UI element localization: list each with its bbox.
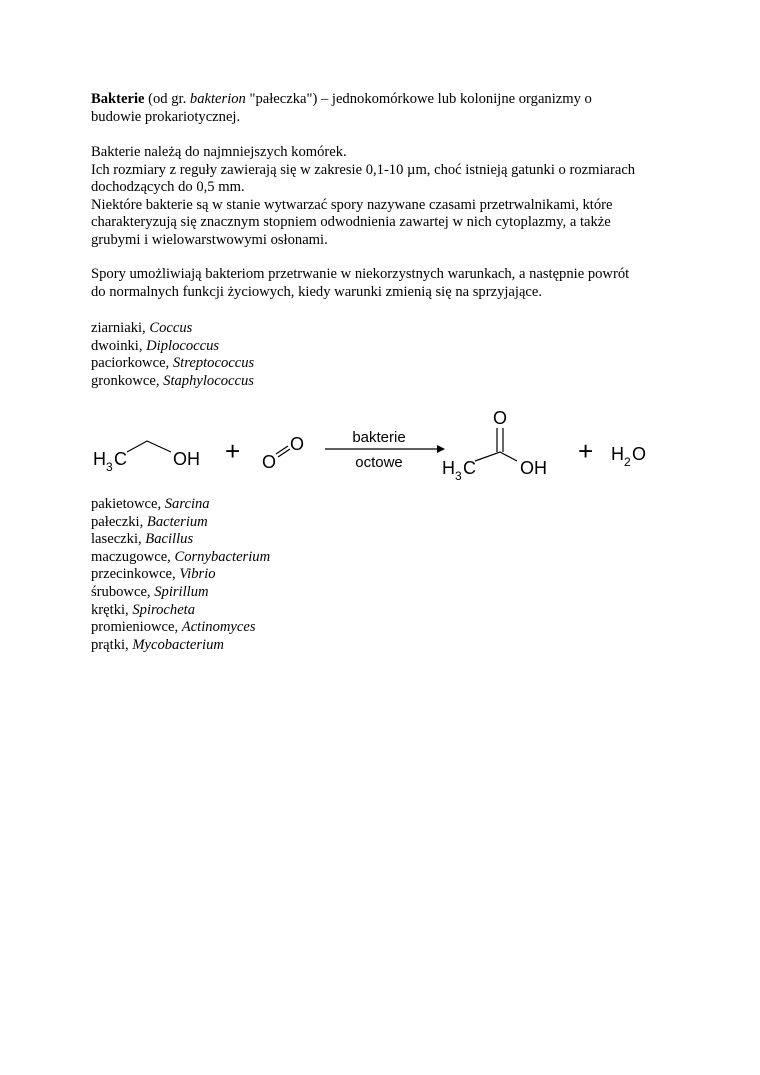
reaction-equation [85,402,665,492]
form-name: krętki, [91,601,133,618]
form-latin-name: Diplococcus [146,337,220,354]
arrow-label-top: bakterie [352,429,406,446]
ethanol-subscript: 3 [106,460,113,474]
list-item [91,531,691,549]
list-item [91,619,691,637]
form-name: promieniowce, [91,619,182,636]
acid-oh: OH [520,458,547,478]
intro-paren: (od gr. [144,91,190,107]
ethanol-formula [93,441,200,474]
ethanol-bonds [127,441,171,452]
bacteria-forms-list-1 [91,320,691,390]
double-bond [276,446,288,454]
form-name: przecinkowce, [91,566,180,583]
form-latin-name: Sarcina [164,496,210,512]
intro-line-2: budowie prokariotycznej. [91,108,241,125]
arrow-label-bottom: octowe [355,454,403,471]
spores-line: Spory umożliwiają bakteriom przetrwanie w niekorzystnych warunkach, a następnie powrót [91,266,630,282]
list-item [91,549,691,567]
list-item [91,320,691,338]
arrow-head [437,445,445,453]
form-latin-name: Bacterium [146,513,208,530]
form-name: dwoinki, [91,337,147,354]
water-subscript: 2 [624,455,631,469]
form-latin-name: Streptococcus [172,355,255,372]
form-name: laseczki, [91,531,146,548]
water-o: O [632,444,647,464]
bacteria-forms-list-2 [91,496,691,654]
list-item [91,637,691,655]
ethanol-oh: OH [173,449,200,469]
size-line: charakteryzują się znacznym stopniem odwodnienia zawartej w nich cytoplazmy, a także [91,214,611,231]
size-line: dochodzących do 0,5 mm. [91,179,245,196]
form-latin-name: Staphylococcus [163,372,254,389]
form-latin-name: Actinomyces [181,619,256,636]
water-formula [611,444,646,469]
intro-line-1 [91,91,691,109]
form-name: gronkowce, [91,372,164,389]
acid-subscript: 3 [455,469,462,483]
intro-paragraph [91,91,691,126]
form-name: maczugowce, [91,548,175,565]
acid-bonds [475,452,517,461]
size-paragraph [91,144,691,250]
list-item [91,514,691,532]
ethanol-h: H [93,449,106,469]
form-name: pakietowce, [91,496,165,512]
oxygen-formula [262,434,304,472]
form-latin-name: Mycobacterium [132,636,224,653]
double-bond [278,449,290,457]
water-h: H [611,444,624,464]
list-item [91,602,691,620]
intro-rest: "pałeczka") – jednokomórkowe lub kolonijne organizmy o [245,91,592,107]
form-name: paciorkowce, [91,355,173,372]
acid-h: H [442,458,455,478]
form-latin-name: Cornybacterium [174,548,271,565]
form-latin-name: Vibrio [179,566,216,583]
form-name: pałeczki, [91,513,147,530]
list-item [91,373,691,391]
size-line: Ich rozmiary z reguły zawierają się w zakresie 0,1-10 µm, choć istnieją gatunki o rozmiarach [91,161,636,178]
form-latin-name: Spirocheta [132,601,196,618]
oxygen-atom: O [290,434,305,454]
plus-sign: + [578,436,594,466]
intro-term: Bakterie [91,91,145,107]
list-item [91,584,691,602]
form-name: ziarniaki, [91,320,150,336]
spores-line: do normalnych funkcji życiowych, kiedy warunki zmienią się na sprzyjające. [91,283,543,300]
reaction-arrow [325,429,445,471]
list-item [91,338,691,356]
list-item [91,566,691,584]
ethanol-c: C [114,449,127,469]
form-name: prątki, [91,636,133,653]
acid-c: C [463,458,476,478]
size-line: grubymi i wielowarstwowymi osłonami. [91,231,328,248]
size-line: Niektóre bakterie są w stanie wytwarzać spory nazywane czasami przetrwalnikami, które [91,196,613,213]
acetic-acid-formula [442,408,547,483]
list-item [91,496,691,514]
spores-paragraph [91,266,691,301]
oxygen-atom: O [262,452,277,472]
form-latin-name: Coccus [149,320,193,336]
size-line: Bakterie należą do najmniejszych komórek. [91,144,347,160]
form-name: śrubowce, [91,583,155,600]
form-latin-name: Spirillum [154,583,209,600]
list-item [91,355,691,373]
form-latin-name: Bacillus [145,531,194,548]
acid-carbonyl-o: O [493,408,508,428]
plus-sign: + [225,436,241,466]
intro-greek-word: bakterion [189,91,246,107]
